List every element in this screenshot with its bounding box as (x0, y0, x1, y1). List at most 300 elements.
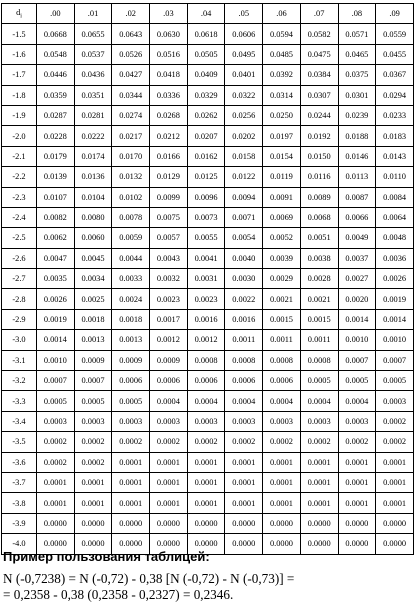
table-cell: 0.0000 (263, 513, 301, 533)
table-cell: 0.0080 (74, 207, 112, 227)
table-cell: 0.0125 (187, 167, 225, 187)
table-cell: 0.0000 (74, 534, 112, 554)
table-cell: 0.0055 (187, 228, 225, 248)
table-cell: 0.0179 (37, 146, 75, 166)
table-cell: 0.0485 (263, 44, 301, 64)
table-cell: 0.0001 (150, 472, 188, 492)
table-cell: 0.0049 (338, 228, 376, 248)
table-cell: 0.0174 (74, 146, 112, 166)
table-row (2, 330, 414, 350)
row-header: -2.6 (2, 248, 37, 268)
column-header: .05 (225, 4, 263, 24)
table-cell: 0.0001 (338, 452, 376, 472)
table-cell: 0.0002 (187, 432, 225, 452)
table-cell: 0.0007 (338, 350, 376, 370)
table-cell: 0.0039 (263, 248, 301, 268)
table-cell: 0.0256 (225, 105, 263, 125)
table-cell: 0.0004 (338, 391, 376, 411)
table-cell: 0.0001 (225, 472, 263, 492)
table-cell: 0.0143 (376, 146, 414, 166)
table-cell: 0.0183 (376, 126, 414, 146)
table-cell: 0.0047 (37, 248, 75, 268)
table-cell: 0.0351 (74, 85, 112, 105)
column-header: .02 (112, 4, 150, 24)
table-cell: 0.0287 (37, 105, 75, 125)
table-cell: 0.0019 (376, 289, 414, 309)
column-header: .03 (150, 4, 188, 24)
column-header: .08 (338, 4, 376, 24)
table-row (2, 85, 414, 105)
table-cell: 0.0007 (376, 350, 414, 370)
table-cell: 0.0006 (187, 371, 225, 391)
table-cell: 0.0465 (338, 44, 376, 64)
table-cell: 0.0005 (74, 391, 112, 411)
table-cell: 0.0001 (376, 452, 414, 472)
table-cell: 0.0008 (263, 350, 301, 370)
table-cell: 0.0004 (300, 391, 338, 411)
table-cell: 0.0006 (263, 371, 301, 391)
table-cell: 0.0003 (263, 411, 301, 431)
table-cell: 0.0026 (376, 269, 414, 289)
table-row (2, 350, 414, 370)
table-cell: 0.0495 (225, 44, 263, 64)
table-cell: 0.0015 (300, 309, 338, 329)
table-cell: 0.0329 (187, 85, 225, 105)
table-cell: 0.0013 (112, 330, 150, 350)
table-cell: 0.0000 (150, 534, 188, 554)
row-header: -3.7 (2, 472, 37, 492)
table-cell: 0.0014 (37, 330, 75, 350)
table-cell: 0.0007 (74, 371, 112, 391)
row-header: -4.0 (2, 534, 37, 554)
table-cell: 0.0054 (225, 228, 263, 248)
table-cell: 0.0025 (74, 289, 112, 309)
table-cell: 0.0002 (225, 432, 263, 452)
table-cell: 0.0537 (74, 44, 112, 64)
table-cell: 0.0014 (376, 309, 414, 329)
row-header: -3.1 (2, 350, 37, 370)
table-cell: 0.0000 (112, 534, 150, 554)
table-row (2, 248, 414, 268)
table-row (2, 269, 414, 289)
table-cell: 0.0000 (187, 513, 225, 533)
table-cell: 0.0212 (150, 126, 188, 146)
table-cell: 0.0392 (263, 65, 301, 85)
column-header: .07 (300, 4, 338, 24)
table-cell: 0.0239 (338, 105, 376, 125)
table-cell: 0.0005 (37, 391, 75, 411)
table-cell: 0.0023 (187, 289, 225, 309)
table-body (2, 24, 414, 554)
table-cell: 0.0475 (300, 44, 338, 64)
table-cell: 0.0001 (376, 493, 414, 513)
table-cell: 0.0119 (263, 167, 301, 187)
table-cell: 0.0594 (263, 24, 301, 44)
table-cell: 0.0571 (338, 24, 376, 44)
corner-header (2, 4, 37, 24)
table-cell: 0.0059 (112, 228, 150, 248)
table-cell: 0.0000 (187, 534, 225, 554)
table-cell: 0.0307 (300, 85, 338, 105)
table-cell: 0.0012 (150, 330, 188, 350)
table-cell: 0.0010 (37, 350, 75, 370)
table-cell: 0.0006 (150, 371, 188, 391)
table-cell: 0.0001 (74, 493, 112, 513)
column-header: .04 (187, 4, 225, 24)
table-cell: 0.0033 (112, 269, 150, 289)
corner-subscript: i (20, 13, 22, 20)
table-cell: 0.0002 (263, 432, 301, 452)
table-cell: 0.0034 (74, 269, 112, 289)
table-cell: 0.0001 (150, 493, 188, 513)
table-cell: 0.0606 (225, 24, 263, 44)
table-cell: 0.0643 (112, 24, 150, 44)
table-cell: 0.0089 (300, 187, 338, 207)
table-cell: 0.0002 (338, 432, 376, 452)
table-cell: 0.0001 (150, 452, 188, 472)
table-cell: 0.0217 (112, 126, 150, 146)
table-cell: 0.0162 (187, 146, 225, 166)
table-cell: 0.0094 (225, 187, 263, 207)
table-cell: 0.0166 (150, 146, 188, 166)
table-cell: 0.0006 (112, 371, 150, 391)
table-cell: 0.0029 (263, 269, 301, 289)
table-cell: 0.0294 (376, 85, 414, 105)
table-cell: 0.0002 (300, 432, 338, 452)
table-cell: 0.0268 (150, 105, 188, 125)
usage-example (3, 548, 415, 602)
table-cell: 0.0188 (338, 126, 376, 146)
table-cell: 0.0559 (376, 24, 414, 44)
table-cell: 0.0436 (74, 65, 112, 85)
table-cell: 0.0375 (338, 65, 376, 85)
table-cell: 0.0001 (187, 472, 225, 492)
column-header: .09 (376, 4, 414, 24)
table-cell: 0.0017 (150, 309, 188, 329)
table-cell: 0.0004 (263, 391, 301, 411)
table-cell: 0.0001 (263, 472, 301, 492)
table-cell: 0.0003 (300, 411, 338, 431)
column-header: .01 (74, 4, 112, 24)
table-cell: 0.0244 (300, 105, 338, 125)
table-cell: 0.0096 (187, 187, 225, 207)
table-cell: 0.0002 (37, 452, 75, 472)
table-cell: 0.0262 (187, 105, 225, 125)
table-cell: 0.0009 (74, 350, 112, 370)
table-cell: 0.0001 (338, 472, 376, 492)
table-cell: 0.0102 (112, 187, 150, 207)
table-cell: 0.0384 (300, 65, 338, 85)
row-header: -1.7 (2, 65, 37, 85)
table-row (2, 65, 414, 85)
table-cell: 0.0170 (112, 146, 150, 166)
table-cell: 0.0001 (263, 493, 301, 513)
table-cell: 0.0027 (338, 269, 376, 289)
table-cell: 0.0069 (263, 207, 301, 227)
table-cell: 0.0026 (37, 289, 75, 309)
table-cell: 0.0409 (187, 65, 225, 85)
table-cell: 0.0158 (225, 146, 263, 166)
table-cell: 0.0401 (225, 65, 263, 85)
table-cell: 0.0446 (37, 65, 75, 85)
table-row (2, 126, 414, 146)
table-cell: 0.0107 (37, 187, 75, 207)
table-cell: 0.0618 (187, 24, 225, 44)
table-cell: 0.0000 (263, 534, 301, 554)
table-cell: 0.0427 (112, 65, 150, 85)
table-cell: 0.0020 (338, 289, 376, 309)
table-cell: 0.0078 (112, 207, 150, 227)
table-cell: 0.0001 (112, 493, 150, 513)
table-cell: 0.0008 (187, 350, 225, 370)
table-cell: 0.0000 (300, 513, 338, 533)
table-cell: 0.0007 (37, 371, 75, 391)
table-cell: 0.0043 (150, 248, 188, 268)
table-cell: 0.0104 (74, 187, 112, 207)
table-cell: 0.0068 (300, 207, 338, 227)
table-cell: 0.0010 (376, 330, 414, 350)
table-cell: 0.0301 (338, 85, 376, 105)
table-cell: 0.0110 (376, 167, 414, 187)
table-cell: 0.0062 (37, 228, 75, 248)
table-cell: 0.0001 (37, 493, 75, 513)
table-header-row (2, 4, 414, 24)
row-header: -2.5 (2, 228, 37, 248)
table-row (2, 472, 414, 492)
table-cell: 0.0002 (112, 432, 150, 452)
table-cell: 0.0154 (263, 146, 301, 166)
table-cell: 0.0001 (187, 452, 225, 472)
table-row (2, 44, 414, 64)
table-cell: 0.0000 (338, 513, 376, 533)
table-row (2, 452, 414, 472)
table-cell: 0.0091 (263, 187, 301, 207)
table-cell: 0.0222 (74, 126, 112, 146)
table-row (2, 391, 414, 411)
table-cell: 0.0005 (376, 371, 414, 391)
table-cell: 0.0044 (112, 248, 150, 268)
table-cell: 0.0314 (263, 85, 301, 105)
table-cell: 0.0132 (112, 167, 150, 187)
table-row (2, 105, 414, 125)
table-cell: 0.0005 (300, 371, 338, 391)
table-cell: 0.0136 (74, 167, 112, 187)
normal-distribution-table (1, 3, 414, 555)
table-cell: 0.0057 (150, 228, 188, 248)
table-row (2, 309, 414, 329)
table-cell: 0.0418 (150, 65, 188, 85)
table-row (2, 411, 414, 431)
table-cell: 0.0000 (37, 513, 75, 533)
table-cell: 0.0630 (150, 24, 188, 44)
row-header: -3.6 (2, 452, 37, 472)
table-cell: 0.0207 (187, 126, 225, 146)
table-cell: 0.0028 (300, 269, 338, 289)
table-cell: 0.0000 (376, 534, 414, 554)
row-header: -2.8 (2, 289, 37, 309)
table-cell: 0.0009 (112, 350, 150, 370)
table-cell: 0.0051 (300, 228, 338, 248)
table-cell: 0.0038 (300, 248, 338, 268)
table-cell: 0.0041 (187, 248, 225, 268)
table-cell: 0.0001 (225, 493, 263, 513)
table-cell: 0.0008 (225, 350, 263, 370)
table-cell: 0.0001 (112, 452, 150, 472)
row-header: -2.7 (2, 269, 37, 289)
table-cell: 0.0000 (338, 534, 376, 554)
table-cell: 0.0064 (376, 207, 414, 227)
table-row (2, 24, 414, 44)
table-cell: 0.0004 (225, 391, 263, 411)
table-cell: 0.0668 (37, 24, 75, 44)
table-cell: 0.0000 (112, 513, 150, 533)
table-cell: 0.0001 (300, 493, 338, 513)
table-cell: 0.0003 (187, 411, 225, 431)
table-cell: 0.0004 (187, 391, 225, 411)
table-cell: 0.0146 (338, 146, 376, 166)
table-cell: 0.0000 (74, 513, 112, 533)
table-cell: 0.0010 (338, 330, 376, 350)
table-cell: 0.0004 (150, 391, 188, 411)
formula-line-1: N (-0,7238) = N (-0,72) - 0,38 [N (-0,72) - N (-0,73)] = (3, 571, 295, 586)
table-cell: 0.0084 (376, 187, 414, 207)
table-cell: 0.0526 (112, 44, 150, 64)
table-cell: 0.0011 (300, 330, 338, 350)
table-cell: 0.0001 (112, 472, 150, 492)
table-row (2, 493, 414, 513)
row-header: -3.4 (2, 411, 37, 431)
table-cell: 0.0002 (376, 411, 414, 431)
table-cell: 0.0001 (74, 472, 112, 492)
table-cell: 0.0071 (225, 207, 263, 227)
table-cell: 0.0001 (376, 472, 414, 492)
table-cell: 0.0197 (263, 126, 301, 146)
table-cell: 0.0228 (37, 126, 75, 146)
table-cell: 0.0001 (300, 472, 338, 492)
table-cell: 0.0000 (150, 513, 188, 533)
table-cell: 0.0011 (225, 330, 263, 350)
table-cell: 0.0075 (150, 207, 188, 227)
row-header: -2.2 (2, 167, 37, 187)
table-cell: 0.0019 (37, 309, 75, 329)
table-cell: 0.0002 (74, 452, 112, 472)
table-cell: 0.0582 (300, 24, 338, 44)
table-cell: 0.0005 (112, 391, 150, 411)
table-cell: 0.0003 (376, 391, 414, 411)
table-cell: 0.0003 (225, 411, 263, 431)
table-cell: 0.0003 (74, 411, 112, 431)
table-cell: 0.0344 (112, 85, 150, 105)
table-cell: 0.0024 (112, 289, 150, 309)
table-cell: 0.0018 (112, 309, 150, 329)
row-header: -3.2 (2, 371, 37, 391)
table-cell: 0.0322 (225, 85, 263, 105)
table-cell: 0.0655 (74, 24, 112, 44)
row-header: -2.0 (2, 126, 37, 146)
table-cell: 0.0233 (376, 105, 414, 125)
example-title: Пример пользования таблицей: (3, 549, 210, 564)
row-header: -2.1 (2, 146, 37, 166)
table-cell: 0.0192 (300, 126, 338, 146)
table-cell: 0.0274 (112, 105, 150, 125)
table-cell: 0.0367 (376, 65, 414, 85)
table-cell: 0.0002 (37, 432, 75, 452)
row-header: -3.5 (2, 432, 37, 452)
table-row (2, 371, 414, 391)
table-row (2, 187, 414, 207)
table-cell: 0.0012 (187, 330, 225, 350)
table-cell: 0.0001 (300, 452, 338, 472)
table-cell: 0.0150 (300, 146, 338, 166)
row-header: -1.6 (2, 44, 37, 64)
table-cell: 0.0000 (300, 534, 338, 554)
column-header: .06 (263, 4, 301, 24)
table-cell: 0.0000 (37, 534, 75, 554)
table-cell: 0.0202 (225, 126, 263, 146)
table-cell: 0.0001 (187, 493, 225, 513)
table-cell: 0.0022 (225, 289, 263, 309)
table-cell: 0.0021 (300, 289, 338, 309)
table-cell: 0.0003 (338, 411, 376, 431)
table-cell: 0.0099 (150, 187, 188, 207)
table-row (2, 228, 414, 248)
table-cell: 0.0018 (74, 309, 112, 329)
table-cell: 0.0139 (37, 167, 75, 187)
table-cell: 0.0003 (37, 411, 75, 431)
table-cell: 0.0011 (263, 330, 301, 350)
table-cell: 0.0087 (338, 187, 376, 207)
table-cell: 0.0336 (150, 85, 188, 105)
table-cell: 0.0035 (37, 269, 75, 289)
table-cell: 0.0113 (338, 167, 376, 187)
table-cell: 0.0129 (150, 167, 188, 187)
table-row (2, 207, 414, 227)
table-cell: 0.0060 (74, 228, 112, 248)
table-cell: 0.0040 (225, 248, 263, 268)
table-cell: 0.0001 (225, 452, 263, 472)
table-cell: 0.0008 (300, 350, 338, 370)
table-cell: 0.0122 (225, 167, 263, 187)
row-header: -3.9 (2, 513, 37, 533)
table-cell: 0.0045 (74, 248, 112, 268)
table-cell: 0.0073 (187, 207, 225, 227)
table-cell: 0.0015 (263, 309, 301, 329)
table-cell: 0.0516 (150, 44, 188, 64)
table-row (2, 146, 414, 166)
table-row (2, 289, 414, 309)
table-cell: 0.0005 (338, 371, 376, 391)
table-cell: 0.0066 (338, 207, 376, 227)
table-cell: 0.0037 (338, 248, 376, 268)
table-cell: 0.0001 (338, 493, 376, 513)
table-cell: 0.0009 (150, 350, 188, 370)
table-cell: 0.0023 (150, 289, 188, 309)
row-header: -1.8 (2, 85, 37, 105)
table-cell: 0.0002 (376, 432, 414, 452)
table-cell: 0.0016 (187, 309, 225, 329)
table-cell: 0.0505 (187, 44, 225, 64)
table-cell: 0.0032 (150, 269, 188, 289)
row-header: -3.0 (2, 330, 37, 350)
table-cell: 0.0003 (150, 411, 188, 431)
table-cell: 0.0002 (150, 432, 188, 452)
table-cell: 0.0281 (74, 105, 112, 125)
table-cell: 0.0030 (225, 269, 263, 289)
table-cell: 0.0036 (376, 248, 414, 268)
table-cell: 0.0021 (263, 289, 301, 309)
table-cell: 0.0000 (225, 534, 263, 554)
table-cell: 0.0016 (225, 309, 263, 329)
